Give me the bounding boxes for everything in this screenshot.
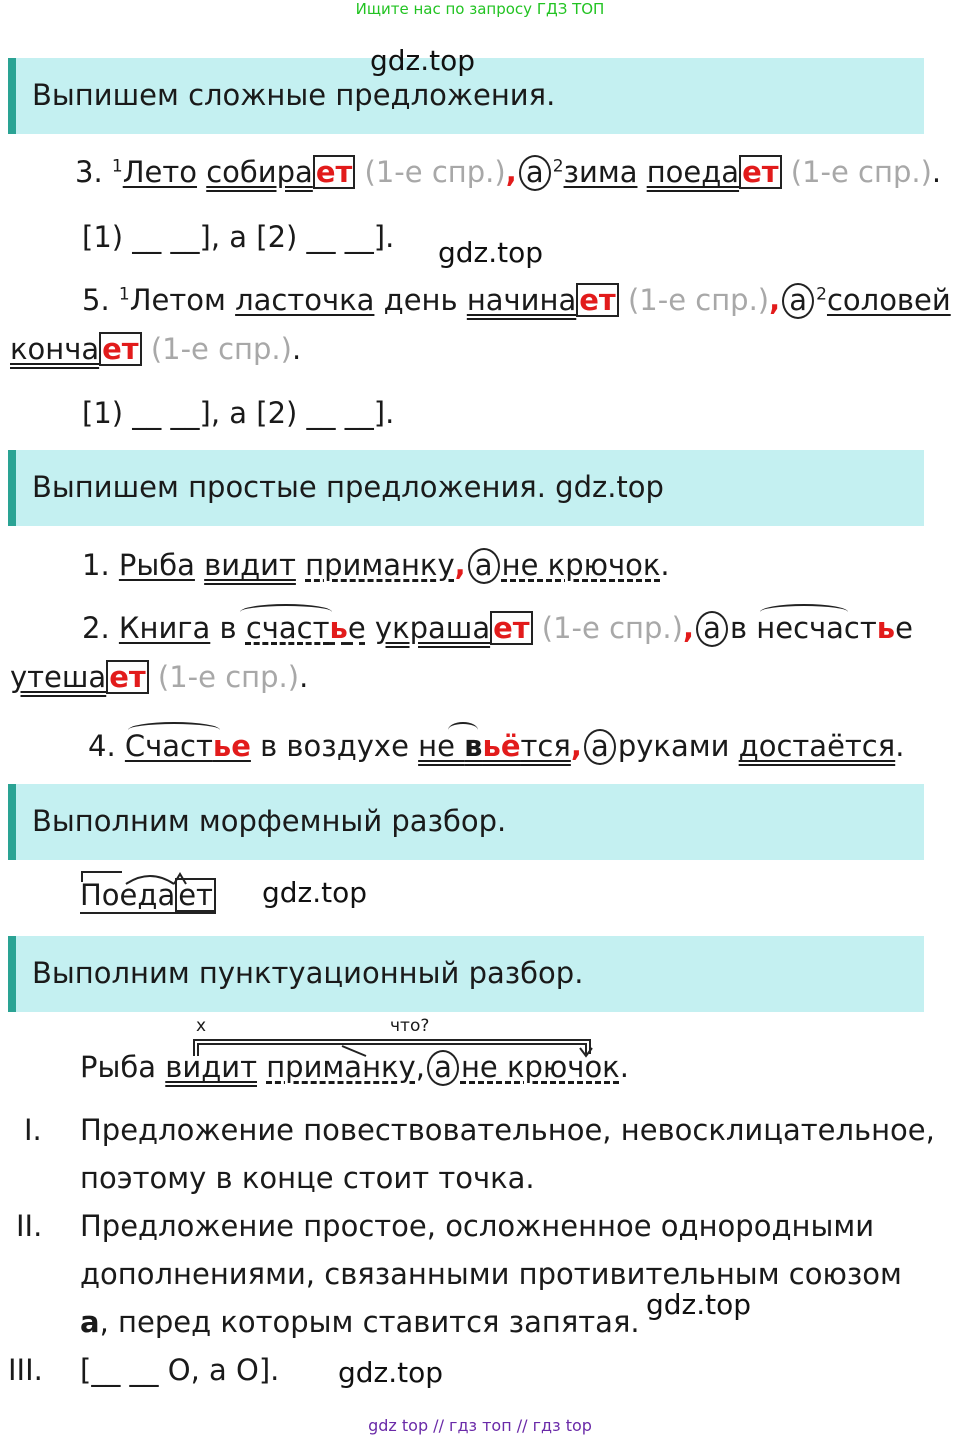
ending-box: ет xyxy=(576,283,618,317)
watermark: gdz.top xyxy=(262,876,368,909)
watermark: gdz.top xyxy=(646,1288,752,1321)
analysis-item-2-line3: а, перед которым ставится запятая. xyxy=(80,1305,640,1339)
section-punct-bar xyxy=(8,936,924,1012)
morph-marks xyxy=(80,868,210,888)
ending-box: ет xyxy=(739,155,781,189)
scheme-sentence-3: [1) __ __], а [2) __ __]. xyxy=(82,220,395,254)
complex-sentence-5-line2: конча ет (1-е спр.). xyxy=(10,332,302,366)
analysis-item-1-line1: Предложение повествовательное, невосклицательное, xyxy=(80,1113,935,1147)
simple-sentence-4: 4. Счастье в воздухе не вьётся, а руками достаётся. xyxy=(88,729,905,763)
watermark: gdz.top xyxy=(338,1356,444,1389)
simple-sentence-2-line2: утеша ет (1-е спр.). xyxy=(10,660,309,694)
analysis-num-1: I. xyxy=(24,1113,42,1147)
ending-box: ет xyxy=(313,155,355,189)
conjunction-circle: а xyxy=(427,1050,459,1086)
analysis-item-2-line1: Предложение простое, осложненное однородными xyxy=(80,1209,875,1243)
prefix-mark xyxy=(82,872,122,882)
ending-box: ет xyxy=(99,332,141,366)
complex-sentence-3: 3. $^1$Лето собира ет (1-е спр.), а $^2$зима поеда ет (1-е спр.). xyxy=(75,155,942,189)
morph-word: Поеда ет xyxy=(80,878,216,912)
suffix-mark xyxy=(174,874,186,884)
section-morph-bar xyxy=(8,784,924,860)
predicate-mark: х xyxy=(196,1016,207,1036)
root-arc xyxy=(126,876,174,884)
analysis-item-2-line2: дополнениями, связанными противительным союзом xyxy=(80,1257,902,1291)
conjunction-circle: а xyxy=(468,548,500,584)
watermark: gdz.top xyxy=(370,44,476,77)
analysis-item-1-line2: поэтому в конце стоит точка. xyxy=(80,1161,535,1195)
analysis-num-2: II. xyxy=(16,1209,43,1243)
scheme-sentence-5: [1) __ __], а [2) __ __]. xyxy=(82,396,395,430)
top-banner: Ищите нас по запросу ГДЗ ТОП xyxy=(355,0,605,18)
section-simple-bar xyxy=(8,450,924,526)
simple-sentence-1: 1. Рыба видит приманку, а не крючок. xyxy=(82,548,670,582)
ending-box: ет xyxy=(106,660,148,694)
punct-sentence: Рыба видит приманку, а не крючок. xyxy=(80,1050,629,1084)
analysis-scheme: [__ __ O, а O]. xyxy=(80,1353,280,1387)
section-punct-title: Выполним пунктуационный разбор. xyxy=(32,956,584,990)
ending-box: ет xyxy=(490,611,532,645)
question-mark-label: что? xyxy=(390,1016,430,1036)
section-simple-title: Выпишем простые предложения. gdz.top xyxy=(32,470,664,504)
footer: gdz top // гдз топ // гдз top xyxy=(368,1416,592,1435)
section-complex-title: Выпишем сложные предложения. xyxy=(32,78,556,112)
ending-box: ет xyxy=(175,878,216,912)
analysis-num-3: III. xyxy=(8,1353,43,1387)
complex-sentence-5-line1: 5. $^1$Летом ласточка день начина ет (1-е спр.), а $^2$соловей xyxy=(82,283,951,317)
simple-sentence-2-line1: 2. Книга в счастье украша ет (1-е спр.), а в несчастье xyxy=(82,611,913,645)
conjunction-circle: а xyxy=(519,155,551,191)
section-morph-title: Выполним морфемный разбор. xyxy=(32,804,507,838)
conjunction-circle: а xyxy=(782,283,814,319)
watermark: gdz.top xyxy=(438,236,544,269)
conjunction-circle: а xyxy=(696,611,728,647)
conjunction-circle: а xyxy=(584,729,616,765)
